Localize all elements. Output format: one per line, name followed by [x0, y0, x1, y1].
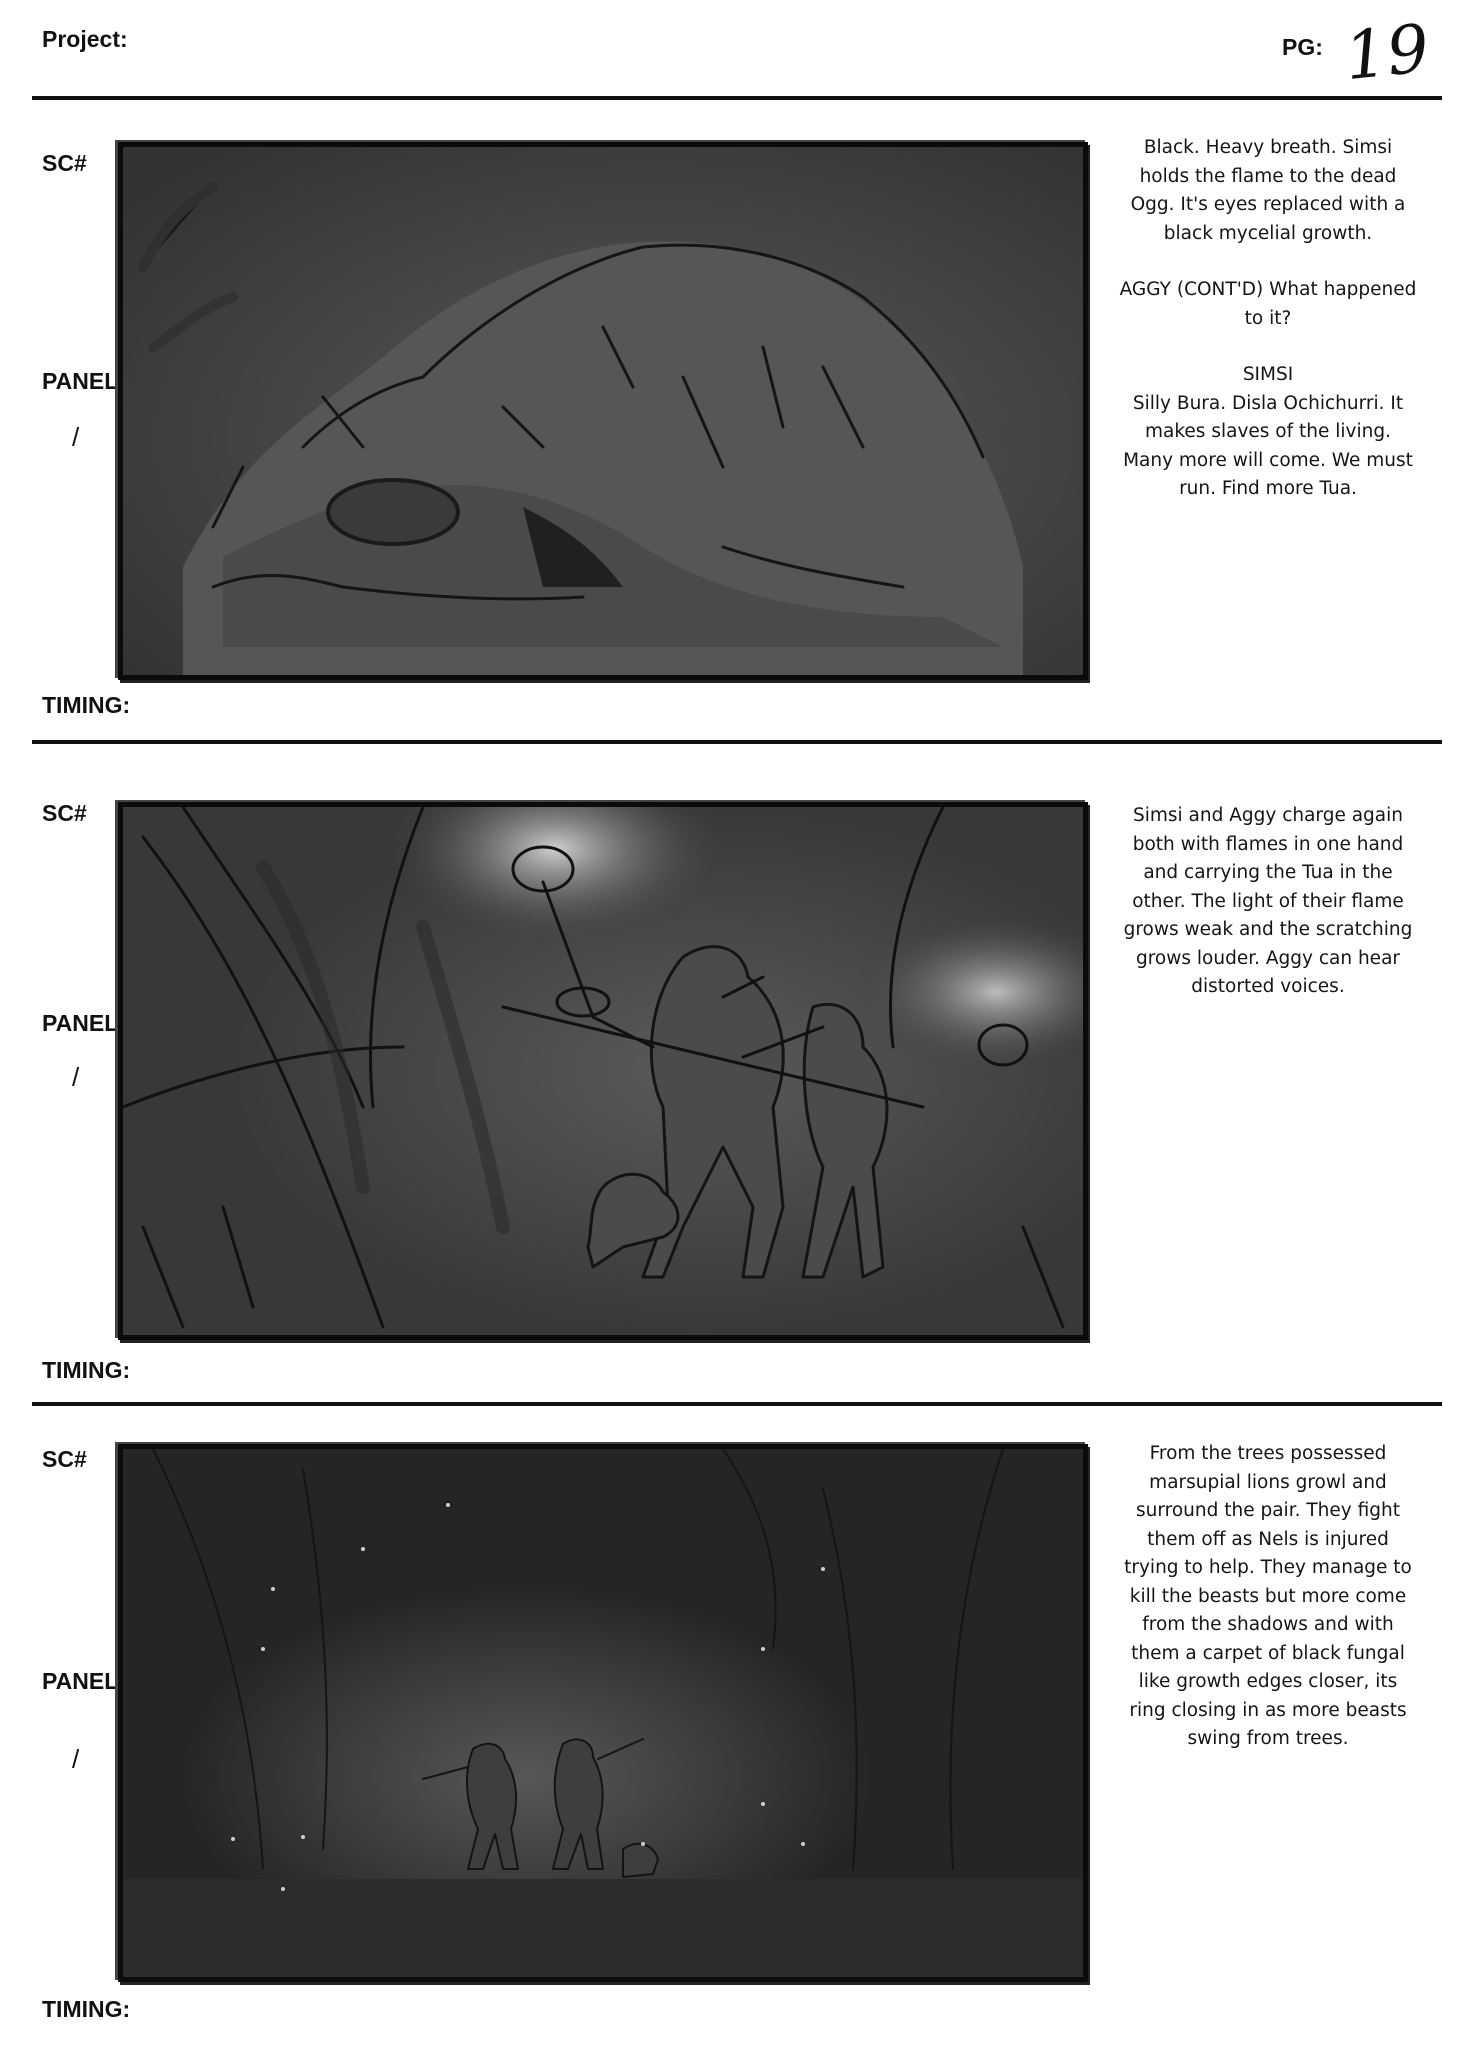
notes-dialogue: SIMSI Silly Bura. Disla Ochichurri. It makes slaves of the living. Many more will come. We must run. Find more Tua. — [1123, 364, 1413, 499]
notes-action: Simsi and Aggy charge again both with flames in one hand and carrying the Tua in the other. The light of their flame grows weak and the scratching grows louder. Aggy can hear distorted voices. — [1123, 805, 1413, 997]
divider-rule — [32, 740, 1442, 744]
scene-label: SC# — [42, 800, 87, 826]
notes-action: From the trees possessed marsupial lions growl and surround the pair. They fight them off as Nels is injured trying to help. They manage to kill the beasts but more come from the shadows and with them a carpet of black fungal like growth edges closer, its ring closing in as more beasts swing from trees. — [1124, 1443, 1412, 1749]
panel-3-notes — [1118, 1440, 1418, 1754]
divider-rule — [32, 1402, 1442, 1406]
panel-2-sketch — [118, 802, 1088, 1340]
panel-number: / — [72, 422, 80, 452]
project-label: Project: — [42, 26, 128, 52]
timing-label: TIMING: — [42, 1996, 131, 2022]
panel-label: PANEL — [42, 1668, 119, 1694]
scene-label: SC# — [42, 150, 87, 176]
panel-label: PANEL — [42, 368, 119, 394]
panel-3-sketch — [118, 1444, 1088, 1982]
panel-label: PANEL — [42, 1010, 119, 1036]
panel-1-notes — [1118, 134, 1418, 504]
scene-label: SC# — [42, 1446, 87, 1472]
panel-number: / — [72, 1062, 80, 1092]
header-rule — [32, 96, 1442, 100]
panel-2-notes — [1118, 802, 1418, 1002]
notes-dialogue: AGGY (CONT'D) What happened to it? — [1119, 279, 1417, 329]
page-label: PG: — [1282, 34, 1323, 60]
notes-action: Black. Heavy breath. Simsi holds the flame to the dead Ogg. It's eyes replaced with a black mycelial growth. — [1130, 137, 1406, 244]
page-number: 19 — [1341, 9, 1433, 96]
panel-number: / — [72, 1744, 80, 1774]
panel-1-sketch — [118, 142, 1088, 680]
timing-label: TIMING: — [42, 1357, 131, 1383]
timing-label: TIMING: — [42, 692, 131, 718]
